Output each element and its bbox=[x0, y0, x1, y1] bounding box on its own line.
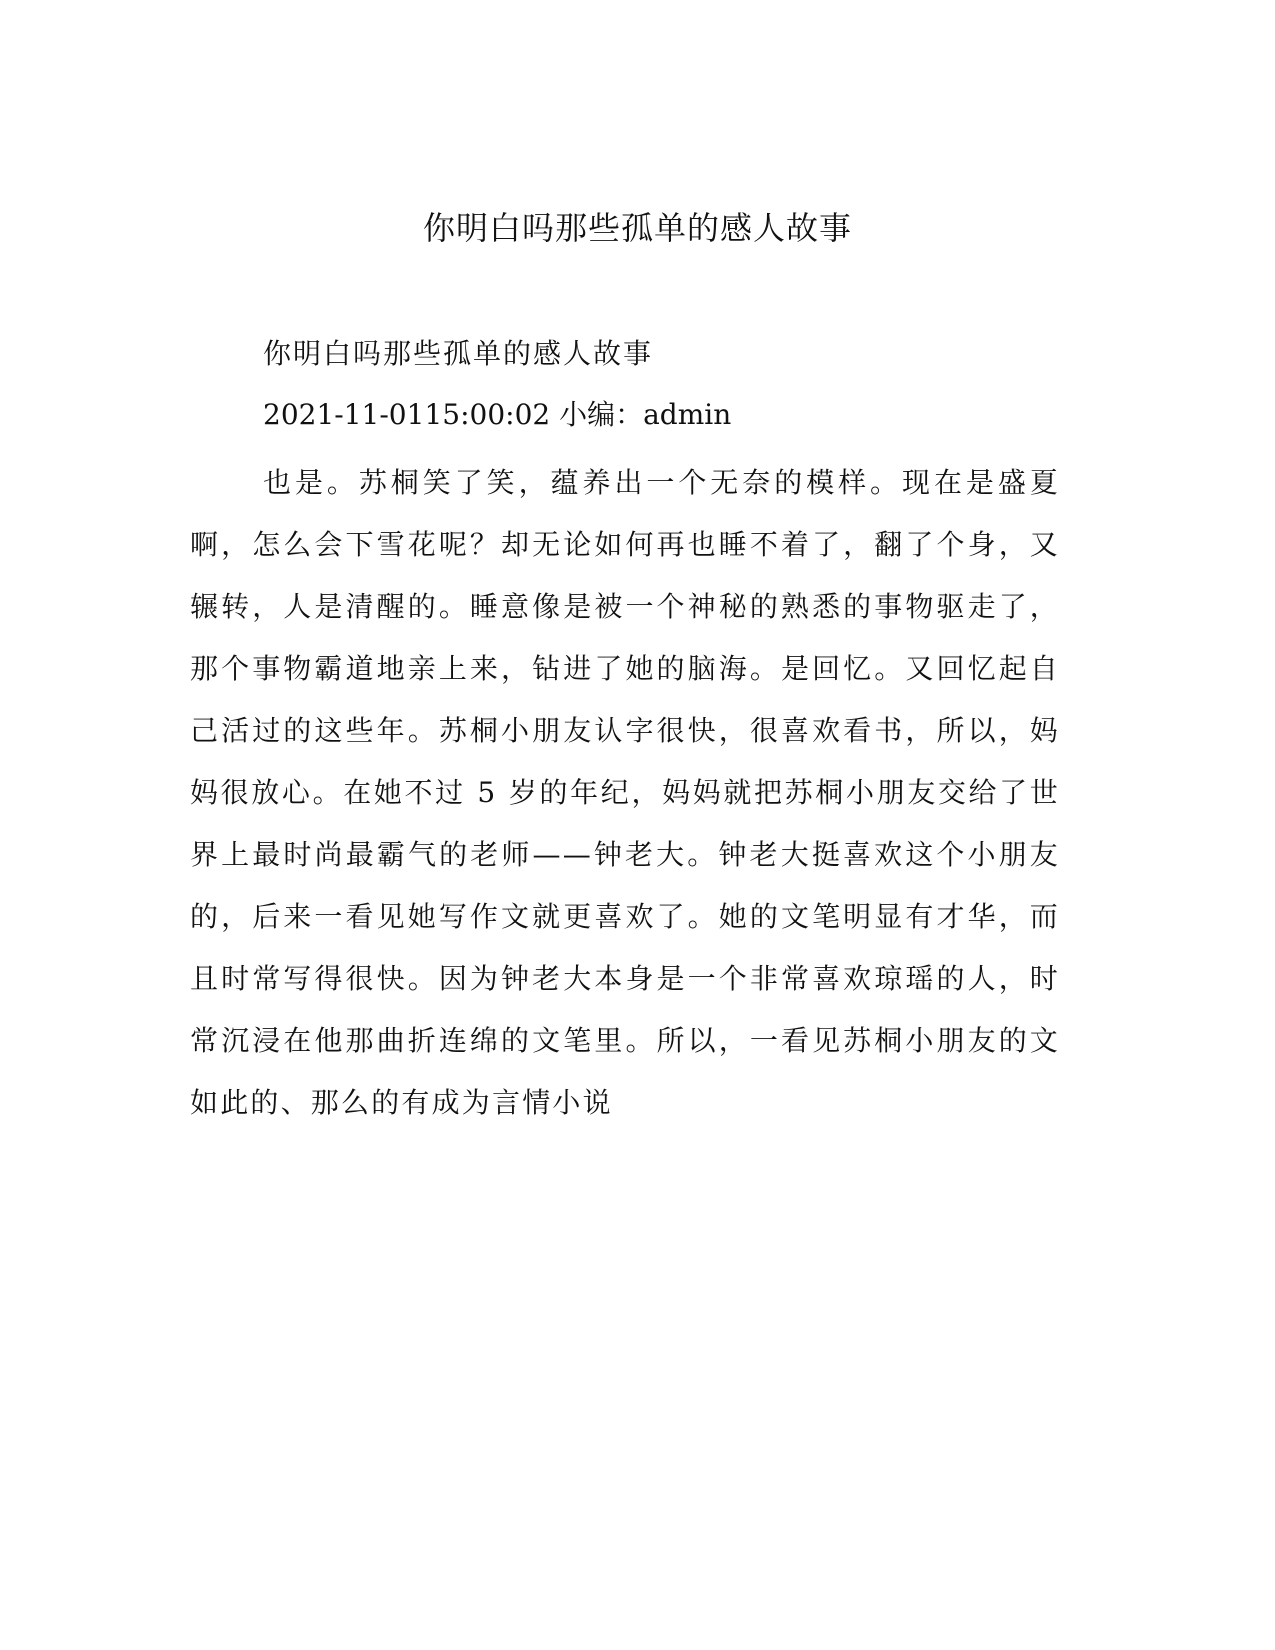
article-subtitle: 你明白吗那些孤单的感人故事 bbox=[263, 337, 654, 370]
document-title: 你明白吗那些孤单的感人故事 bbox=[422, 209, 852, 247]
article-meta: 2021-11-0115:00:02 小编：admin bbox=[263, 398, 732, 431]
article-paragraph: 也是。苏桐笑了笑，蕴养出一个无奈的模样。现在是盛夏啊，怎么会下雪花呢？却无论如何再也睡不着了，翻了个身，又辗转，人是清醒的。睡意像是被一个神秘的熟悉的事物驱走了，那个事物霸道地亲上来，钻进了她的脑海。是回忆。又回忆起自己活过的这些年。苏桐小朋友认字很快，很喜欢看书，所以，妈妈很放心。在她不过 5 岁的年纪，妈妈就把苏桐小朋友交给了世界上最时尚最霸气的老师——钟老大。钟老大挺喜欢这个小朋友的，后来一看见她写作文就更喜欢了。她的文笔明显有才华，而且时常写得很快。因为钟老大本身是一个非常喜欢琼瑶的人，时常沉浸在他那曲折连绵的文笔里。所以，一看见苏桐小朋友的文如此的、那么的有成为言情小说 bbox=[190, 466, 1060, 1119]
